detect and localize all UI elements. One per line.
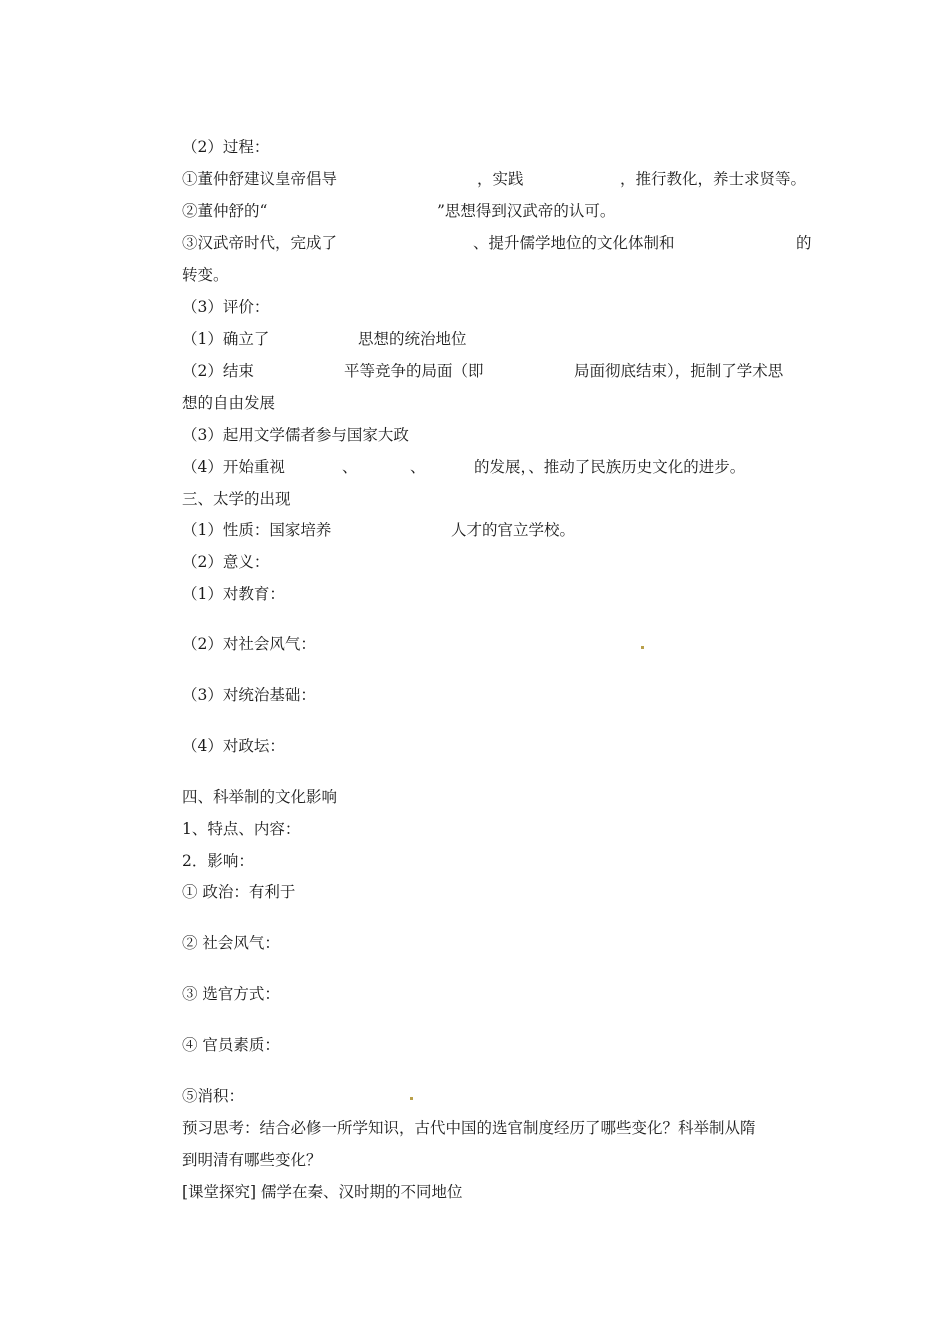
process-item-3-part-b: 、提升儒学地位的文化体制和 — [473, 234, 675, 252]
process-item-2-part-a: ②董仲舒的“ — [182, 202, 268, 220]
evaluation-item-1-part-b: 思想的统治地位 — [358, 330, 467, 348]
process-item-1 — [182, 167, 814, 191]
evaluation-item-4 — [182, 455, 814, 479]
evaluation-item-2 — [182, 359, 814, 383]
evaluation-item-2-part-b: 平等竞争的局面（即 — [344, 362, 484, 380]
evaluation-item-4-part-c: 、 — [410, 458, 426, 476]
process-item-3 — [182, 231, 814, 255]
evaluation-item-4-part-d: 的发展，、推动了民族历史文化的进步。 — [474, 458, 746, 476]
process-item-3-part-c: 的 — [796, 234, 812, 252]
process-item-1-part-a: ①董仲舒建议皇帝倡导 — [182, 170, 338, 188]
stray-mark — [410, 1097, 413, 1100]
process-item-1-part-c: ，推行教化，养士求贤等。 — [620, 170, 807, 188]
evaluation-item-4-part-b: 、 — [342, 458, 358, 476]
document-page: （2）过程： ①董仲舒建议皇帝倡导 ，实践 ，推行教化，养士求贤等。 ②董仲舒的“ ”思想得到汉武帝的认可。 ③汉武帝时代，完成了 、提升儒学地位的文化体制和 的 转变。 （3）评价： （1）确立了 思想的统治地位 （2）结束 平等竞争的局面（即 局面彻底结束），扼制了学术思 想的自由发展 （3）起用文学儒者参与国家大政 （4）开始重视 、 、 的发展，、推动了民族历史文化的进步。 三、太学的出现 （1）性质：国家培养 人才的官立学校。 （2）意义： （1）对教育： （2）对社会风气： （3）对统治基础： （4）对政坛： 四、科举制的文化影响 1、特点、内容： 2．影响： ① 政治：有利于 ② 社会风气： ③ 选官方式： ④ 官员素质： ⑤消积： 预习思考：结合必修一所学知识，古代中国的选官制度经历了哪些变化？科举制从隋 到明清有哪些变化？ [课堂探究] 儒学在秦、汉时期的不同地位 — [0, 0, 950, 1344]
stray-mark — [641, 646, 644, 649]
evaluation-item-4-part-a: （4）开始重视 — [182, 458, 285, 476]
process-item-3-part-a: ③汉武帝时代，完成了 — [182, 234, 338, 252]
process-item-1-part-b: ，实践 — [477, 170, 524, 188]
taixue-nature-part-b: 人才的官立学校。 — [451, 521, 576, 539]
evaluation-item-2-part-c: 局面彻底结束），扼制了学术思 — [574, 362, 784, 380]
evaluation-item-1-part-a: （1）确立了 — [182, 330, 270, 348]
process-item-2-part-b: ”思想得到汉武帝的认可。 — [437, 202, 616, 220]
taixue-nature-part-a: （1）性质：国家培养 — [182, 521, 332, 539]
evaluation-item-2-part-a: （2）结束 — [182, 362, 254, 380]
